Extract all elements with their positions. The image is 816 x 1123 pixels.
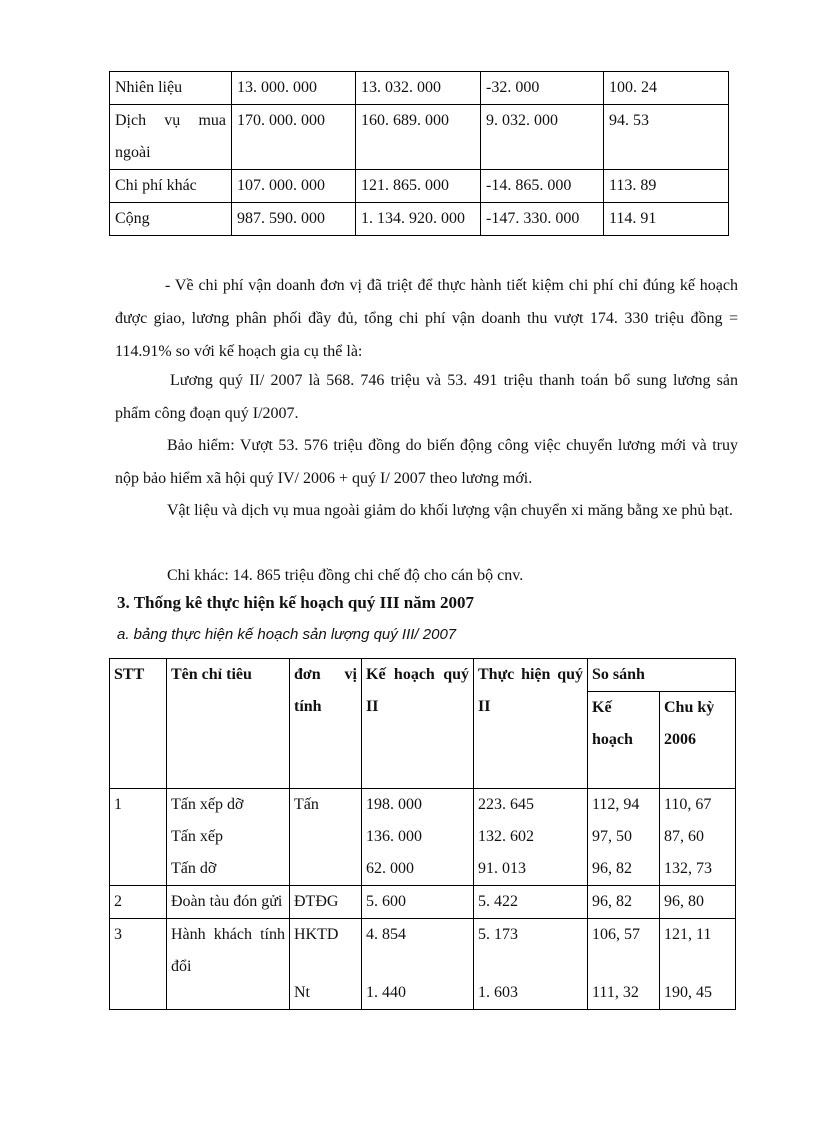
cell-line: Nt bbox=[294, 984, 310, 1001]
header-stt: STT bbox=[110, 659, 167, 789]
row-ss-chu-ky bbox=[660, 919, 736, 1010]
table-cell: 94. 53 bbox=[604, 105, 729, 170]
cell-line: 190, 45 bbox=[664, 984, 712, 1001]
cell-line: 96, 82 bbox=[592, 860, 632, 877]
header-don-vi-tinh: đơn vị tính bbox=[290, 659, 362, 789]
row-ss-ke-hoach bbox=[588, 789, 660, 886]
table-row bbox=[110, 789, 736, 886]
table-cell: 13. 032. 000 bbox=[356, 72, 481, 105]
table-header-row bbox=[110, 659, 736, 692]
row-stt: 3 bbox=[110, 919, 167, 1010]
table-cell: -14. 865. 000 bbox=[481, 170, 604, 203]
table-row bbox=[110, 203, 729, 236]
table-cell: 113. 89 bbox=[604, 170, 729, 203]
header-ten-chi-tieu: Tên chỉ tiêu bbox=[167, 659, 290, 789]
paragraph-bao-hiem: Bảo hiểm: Vượt 53. 576 triệu đồng do biến động công việc chuyển lương mới và truy nộp bảo hiểm xã hội quý IV/ 2006 + quý I/ 2007 theo lương mới. bbox=[115, 437, 738, 487]
header-so-sanh-ke-hoach: Kế hoạch bbox=[588, 692, 660, 789]
table-cell: Cộng bbox=[110, 203, 232, 236]
cell-line: 198. 000 bbox=[366, 796, 422, 813]
cell-line: 110, 67 bbox=[664, 796, 712, 813]
row-thuc-hien bbox=[474, 919, 588, 1010]
table-cell: 107. 000. 000 bbox=[232, 170, 356, 203]
row-ss-ke-hoach bbox=[588, 919, 660, 1010]
table-row bbox=[110, 72, 729, 105]
cell-line: 1. 440 bbox=[366, 984, 406, 1001]
cell-line: 132. 602 bbox=[478, 828, 534, 845]
cell-line: Tấn xếp bbox=[171, 828, 223, 845]
table-row bbox=[110, 886, 736, 919]
paragraph-chi-phi: - Về chi phí vận doanh đơn vị đã triệt để thực hành tiết kiệm chi phí chỉ đúng kế hoạch được giao, lương phân phối đầy đủ, tổng chi phí vận doanh thu vượt 174. 330 triệu đồng = 114.91% so với kế hoạch gia cụ thể là: bbox=[115, 277, 738, 360]
row-ss-ke-hoach: 96, 82 bbox=[588, 886, 660, 919]
row-chi-tieu: Đoàn tàu đón gửi bbox=[167, 886, 290, 919]
cell-line: HKTD bbox=[294, 926, 339, 943]
cell-line: Tấn xếp dỡ bbox=[171, 796, 244, 813]
cell-line: 62. 000 bbox=[366, 860, 414, 877]
table-cell: 1. 134. 920. 000 bbox=[356, 203, 481, 236]
table-cell: 121. 865. 000 bbox=[356, 170, 481, 203]
cell-line: 5. 173 bbox=[478, 926, 518, 943]
row-ss-chu-ky: 96, 80 bbox=[660, 886, 736, 919]
row-thuc-hien bbox=[474, 789, 588, 886]
cell-line: 136. 000 bbox=[366, 828, 422, 845]
output-plan-table bbox=[109, 658, 736, 1010]
paragraph-luong: Lương quý II/ 2007 là 568. 746 triệu và 53. 491 triệu thanh toán bổ sung lương sản phẩm công đoạn quý I/2007. bbox=[115, 372, 738, 422]
header-ke-hoach: Kế hoạch quý II bbox=[362, 659, 474, 789]
table-cell: 9. 032. 000 bbox=[481, 105, 604, 170]
paragraph-vat-lieu: Vật liệu và dịch vụ mua ngoài giảm do khối lượng vận chuyển xi măng bằng xe phủ bạt. bbox=[167, 502, 733, 519]
row-chi-tieu: Hành khách tính đổi bbox=[167, 919, 290, 1010]
table-cell: Dịch vụ mua ngoài bbox=[110, 105, 232, 170]
table-cell: 987. 590. 000 bbox=[232, 203, 356, 236]
cell-line: 4. 854 bbox=[366, 926, 406, 943]
table-row bbox=[110, 105, 729, 170]
cell-line: 1. 603 bbox=[478, 984, 518, 1001]
table-cell: -32. 000 bbox=[481, 72, 604, 105]
table-cell: -147. 330. 000 bbox=[481, 203, 604, 236]
cell-line: 132, 73 bbox=[664, 860, 712, 877]
cell-line: 111, 32 bbox=[592, 984, 639, 1001]
table-cell: Nhiên liệu bbox=[110, 72, 232, 105]
cell-line: 112, 94 bbox=[592, 796, 640, 813]
cell-line: 91. 013 bbox=[478, 860, 526, 877]
row-thuc-hien: 5. 422 bbox=[474, 886, 588, 919]
table-cell: 13. 000. 000 bbox=[232, 72, 356, 105]
row-stt: 1 bbox=[110, 789, 167, 886]
paragraph-chi-khac: Chi khác: 14. 865 triệu đồng chi chế độ cho cán bộ cnv. bbox=[167, 567, 524, 584]
row-don-vi bbox=[290, 919, 362, 1010]
row-don-vi: Tấn bbox=[290, 789, 362, 886]
table-row bbox=[110, 170, 729, 203]
cell-line: 121, 11 bbox=[664, 926, 712, 943]
cell-line: 97, 50 bbox=[592, 828, 632, 845]
row-ke-hoach: 5. 600 bbox=[362, 886, 474, 919]
table-cell: 160. 689. 000 bbox=[356, 105, 481, 170]
row-chi-tieu bbox=[167, 789, 290, 886]
table-cell: Chi phí khác bbox=[110, 170, 232, 203]
header-so-sanh: So sánh bbox=[588, 659, 736, 692]
table-cell: 114. 91 bbox=[604, 203, 729, 236]
header-so-sanh-chu-ky: Chu kỳ 2006 bbox=[660, 692, 736, 789]
row-ke-hoach bbox=[362, 919, 474, 1010]
row-stt: 2 bbox=[110, 886, 167, 919]
row-don-vi: ĐTĐG bbox=[290, 886, 362, 919]
row-ke-hoach bbox=[362, 789, 474, 886]
cell-line: 223. 645 bbox=[478, 796, 534, 813]
table-cell: 170. 000. 000 bbox=[232, 105, 356, 170]
section-subheading: a. bảng thực hiện kế hoạch sản lượng quý III/ 2007 bbox=[117, 626, 457, 643]
header-thuc-hien: Thực hiện quý II bbox=[474, 659, 588, 789]
cell-line: 87, 60 bbox=[664, 828, 704, 845]
cell-line: 106, 57 bbox=[592, 926, 640, 943]
section-heading: 3. Thống kê thực hiện kế hoạch quý III năm 2007 bbox=[117, 593, 475, 612]
table-row bbox=[110, 919, 736, 1010]
row-ss-chu-ky bbox=[660, 789, 736, 886]
table-cell: 100. 24 bbox=[604, 72, 729, 105]
cost-table bbox=[109, 71, 729, 236]
cell-line: Tấn dỡ bbox=[171, 860, 217, 877]
